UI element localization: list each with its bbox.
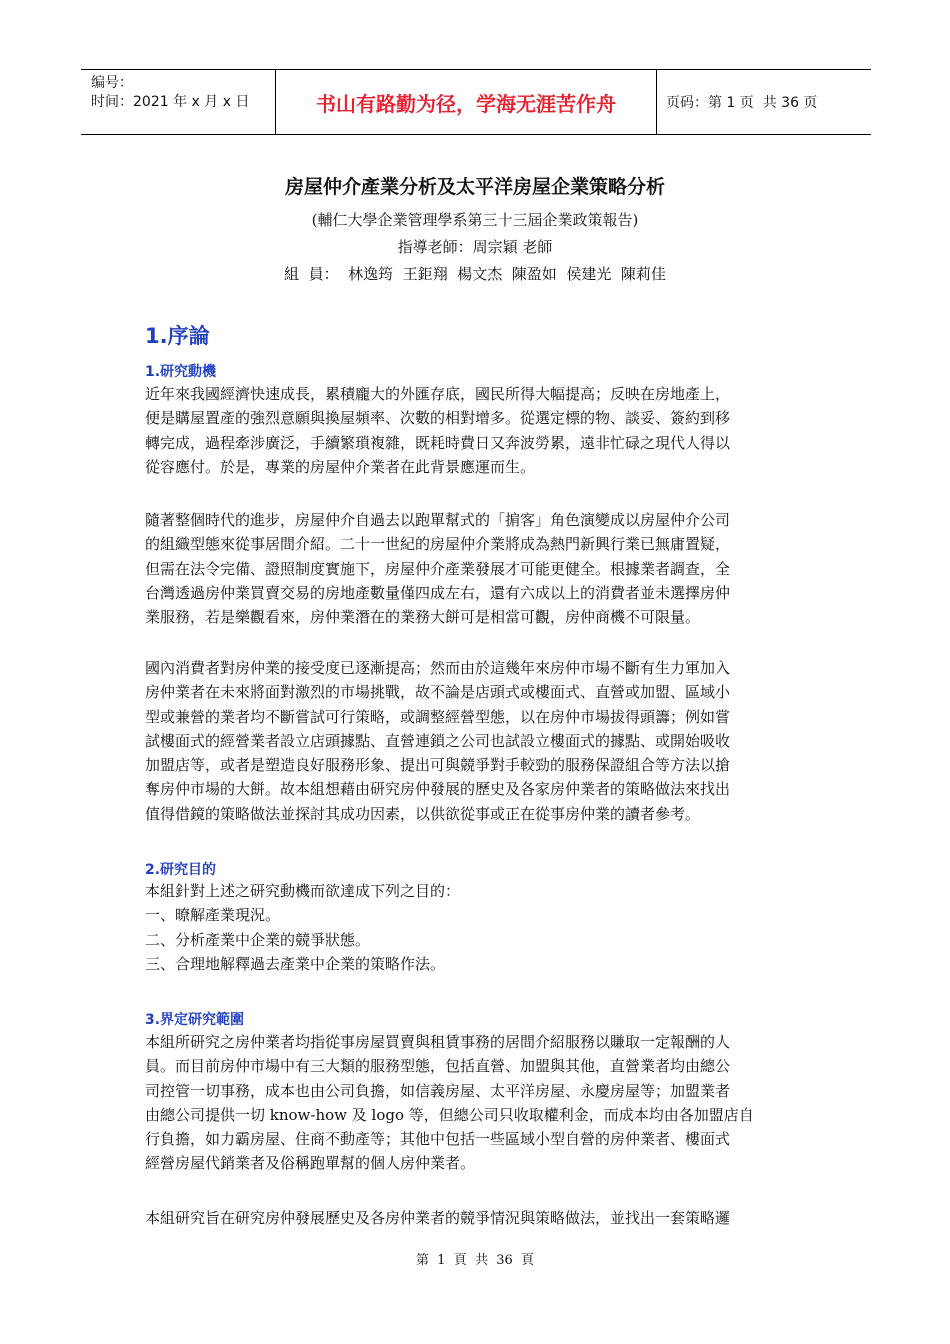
subsection-heading-purpose: 2.研究目的 bbox=[145, 862, 217, 878]
text-line: 國內消費者對房仲業的接受度已逐漸提高；然而由於這幾年來房仲市場不斷有生力軍加入 bbox=[145, 659, 731, 677]
text-line: 但需在法令完備、證照制度實施下，房屋仲介產業發展才可能更健全。根據業者調查，全 bbox=[145, 559, 731, 578]
page-info-cell bbox=[657, 70, 871, 134]
text-line: 由總公司提供一切 know-how 及 logo 等，但總公司只收取權利金，而成本均由各加盟店自 bbox=[145, 1105, 754, 1124]
text-line: 行負擔，如力霸房屋、住商不動產等；其他中包括一些區域小型自營的房仲業者、樓面式 bbox=[145, 1130, 731, 1149]
subsection-heading-scope: 3.界定研究範圍 bbox=[145, 1012, 245, 1028]
text-line: 隨著整個時代的進步，房屋仲介自過去以跑單幫式的「掮客」角色演變成以房屋仲介公司 bbox=[145, 511, 731, 529]
members-line: 組 員： 林逸筠 王鉅翔 楊文杰 陳盈如 侯建光 陳莉佳 bbox=[284, 265, 666, 283]
motto-cell bbox=[276, 70, 657, 134]
number-label: 编号： bbox=[91, 75, 133, 91]
paragraph-scope-1 bbox=[145, 1030, 807, 1176]
page-footer: 第 1 頁 共 36 頁 bbox=[415, 1253, 535, 1268]
document-subtitle: (輔仁大學企業管理學系第三十三屆企業政策報告) bbox=[311, 211, 639, 229]
text-line: 從容應付。於是，專業的房屋仲介業者在此背景應運而生。 bbox=[145, 457, 536, 476]
text-line: 近年來我國經濟快速成長，累積龐大的外匯存底，國民所得大幅提高；反映在房地產上， bbox=[145, 385, 731, 403]
paragraph-purpose bbox=[145, 879, 807, 976]
text-line: 加盟店等，或者是塑造良好服務形象、提出可與競爭對手較勁的服務保證組合等方法以搶 bbox=[145, 756, 731, 775]
document-title: 房屋仲介產業分析及太平洋房屋企業策略分析 bbox=[284, 176, 665, 198]
text-line: 的組織型態來從事居間介紹。二十一世紀的房屋仲介業將成為熱門新興行業已無庸置疑， bbox=[145, 535, 731, 554]
paragraph-scope-2 bbox=[145, 1206, 807, 1230]
text-line: 業服務，若是樂觀看來，房仲業潛在的業務大餅可是相當可觀，房仲商機不可限量。 bbox=[145, 608, 701, 627]
text-line: 型或兼營的業者均不斷嘗試可行策略，或調整經營型態，以在房仲市場拔得頭籌；例如嘗 bbox=[145, 707, 731, 726]
list-item: 三、合理地解釋過去產業中企業的策略作法。 bbox=[145, 954, 446, 973]
text-line: 員。而目前房仲市場中有三大類的服務型態，包括直營、加盟與其他，直營業者均由總公 bbox=[145, 1057, 731, 1076]
document-header-table bbox=[81, 69, 871, 135]
list-item: 二、分析產業中企業的競爭狀態。 bbox=[145, 930, 371, 949]
text-line: 奪房仲市場的大餅。故本組想藉由研究房仲發展的歷史及各家房仲業者的策略做法來找出 bbox=[145, 780, 731, 799]
header-meta-cell bbox=[81, 70, 276, 134]
text-line: 值得借鏡的策略做法並探討其成功因素，以供欲從事或正在從事房仲業的讀者參考。 bbox=[145, 804, 701, 823]
paragraph-motivation-1 bbox=[145, 382, 807, 479]
text-line: 試樓面式的經營業者設立店頭據點、直營連鎖之公司也試設立樓面式的據點、或開始吸收 bbox=[145, 731, 731, 750]
text-line: 便是購屋置產的強烈意願與換屋頻率、次數的相對增多。從選定標的物、談妥、簽約到移 bbox=[145, 409, 731, 428]
advisor-line: 指導老師：周宗穎 老師 bbox=[397, 238, 553, 256]
text-line: 司控管一切事務，成本也由公司負擔，如信義房屋、太平洋房屋、永慶房屋等；加盟業者 bbox=[145, 1081, 731, 1100]
text-line: 本組研究旨在研究房仲發展歷史及各房仲業者的競爭情況與策略做法，並找出一套策略邏 bbox=[145, 1209, 731, 1227]
list-item: 一、暸解產業現況。 bbox=[145, 906, 281, 925]
page-info-text: 页码：第 1 页 共 36 页 bbox=[666, 95, 818, 111]
paragraph-motivation-2 bbox=[145, 508, 807, 629]
paragraph-motivation-3 bbox=[145, 656, 807, 826]
date-label: 时间：2021 年 x 月 x 日 bbox=[91, 94, 250, 110]
text-line: 本組所研究之房仲業者均指從事房屋買賣與租賃事務的居間介紹服務以賺取一定報酬的人 bbox=[145, 1033, 731, 1051]
text-line: 房仲業者在未來將面對激烈的市場挑戰，故不論是店頭式或樓面式、直營或加盟、區域小 bbox=[145, 683, 731, 702]
text-line: 轉完成，過程牽涉廣泛，手續繁瑣複雜，既耗時費日又奔波勞累，遠非忙碌之現代人得以 bbox=[145, 433, 731, 452]
section-heading: 1.序論 bbox=[145, 324, 210, 348]
subsection-heading-motivation: 1.研究動機 bbox=[145, 364, 217, 380]
text-line: 台灣透過房仲業買賣交易的房地產數量僅四成左右，還有六成以上的消費者並未選擇房仲 bbox=[145, 583, 731, 602]
text-line: 本組針對上述之研究動機而欲達成下列之目的： bbox=[145, 882, 461, 900]
motto-text: 书山有路勤为径，学海无涯苦作舟 bbox=[316, 91, 616, 116]
text-line: 經營房屋代銷業者及俗稱跑單幫的個人房仲業者。 bbox=[145, 1154, 476, 1173]
